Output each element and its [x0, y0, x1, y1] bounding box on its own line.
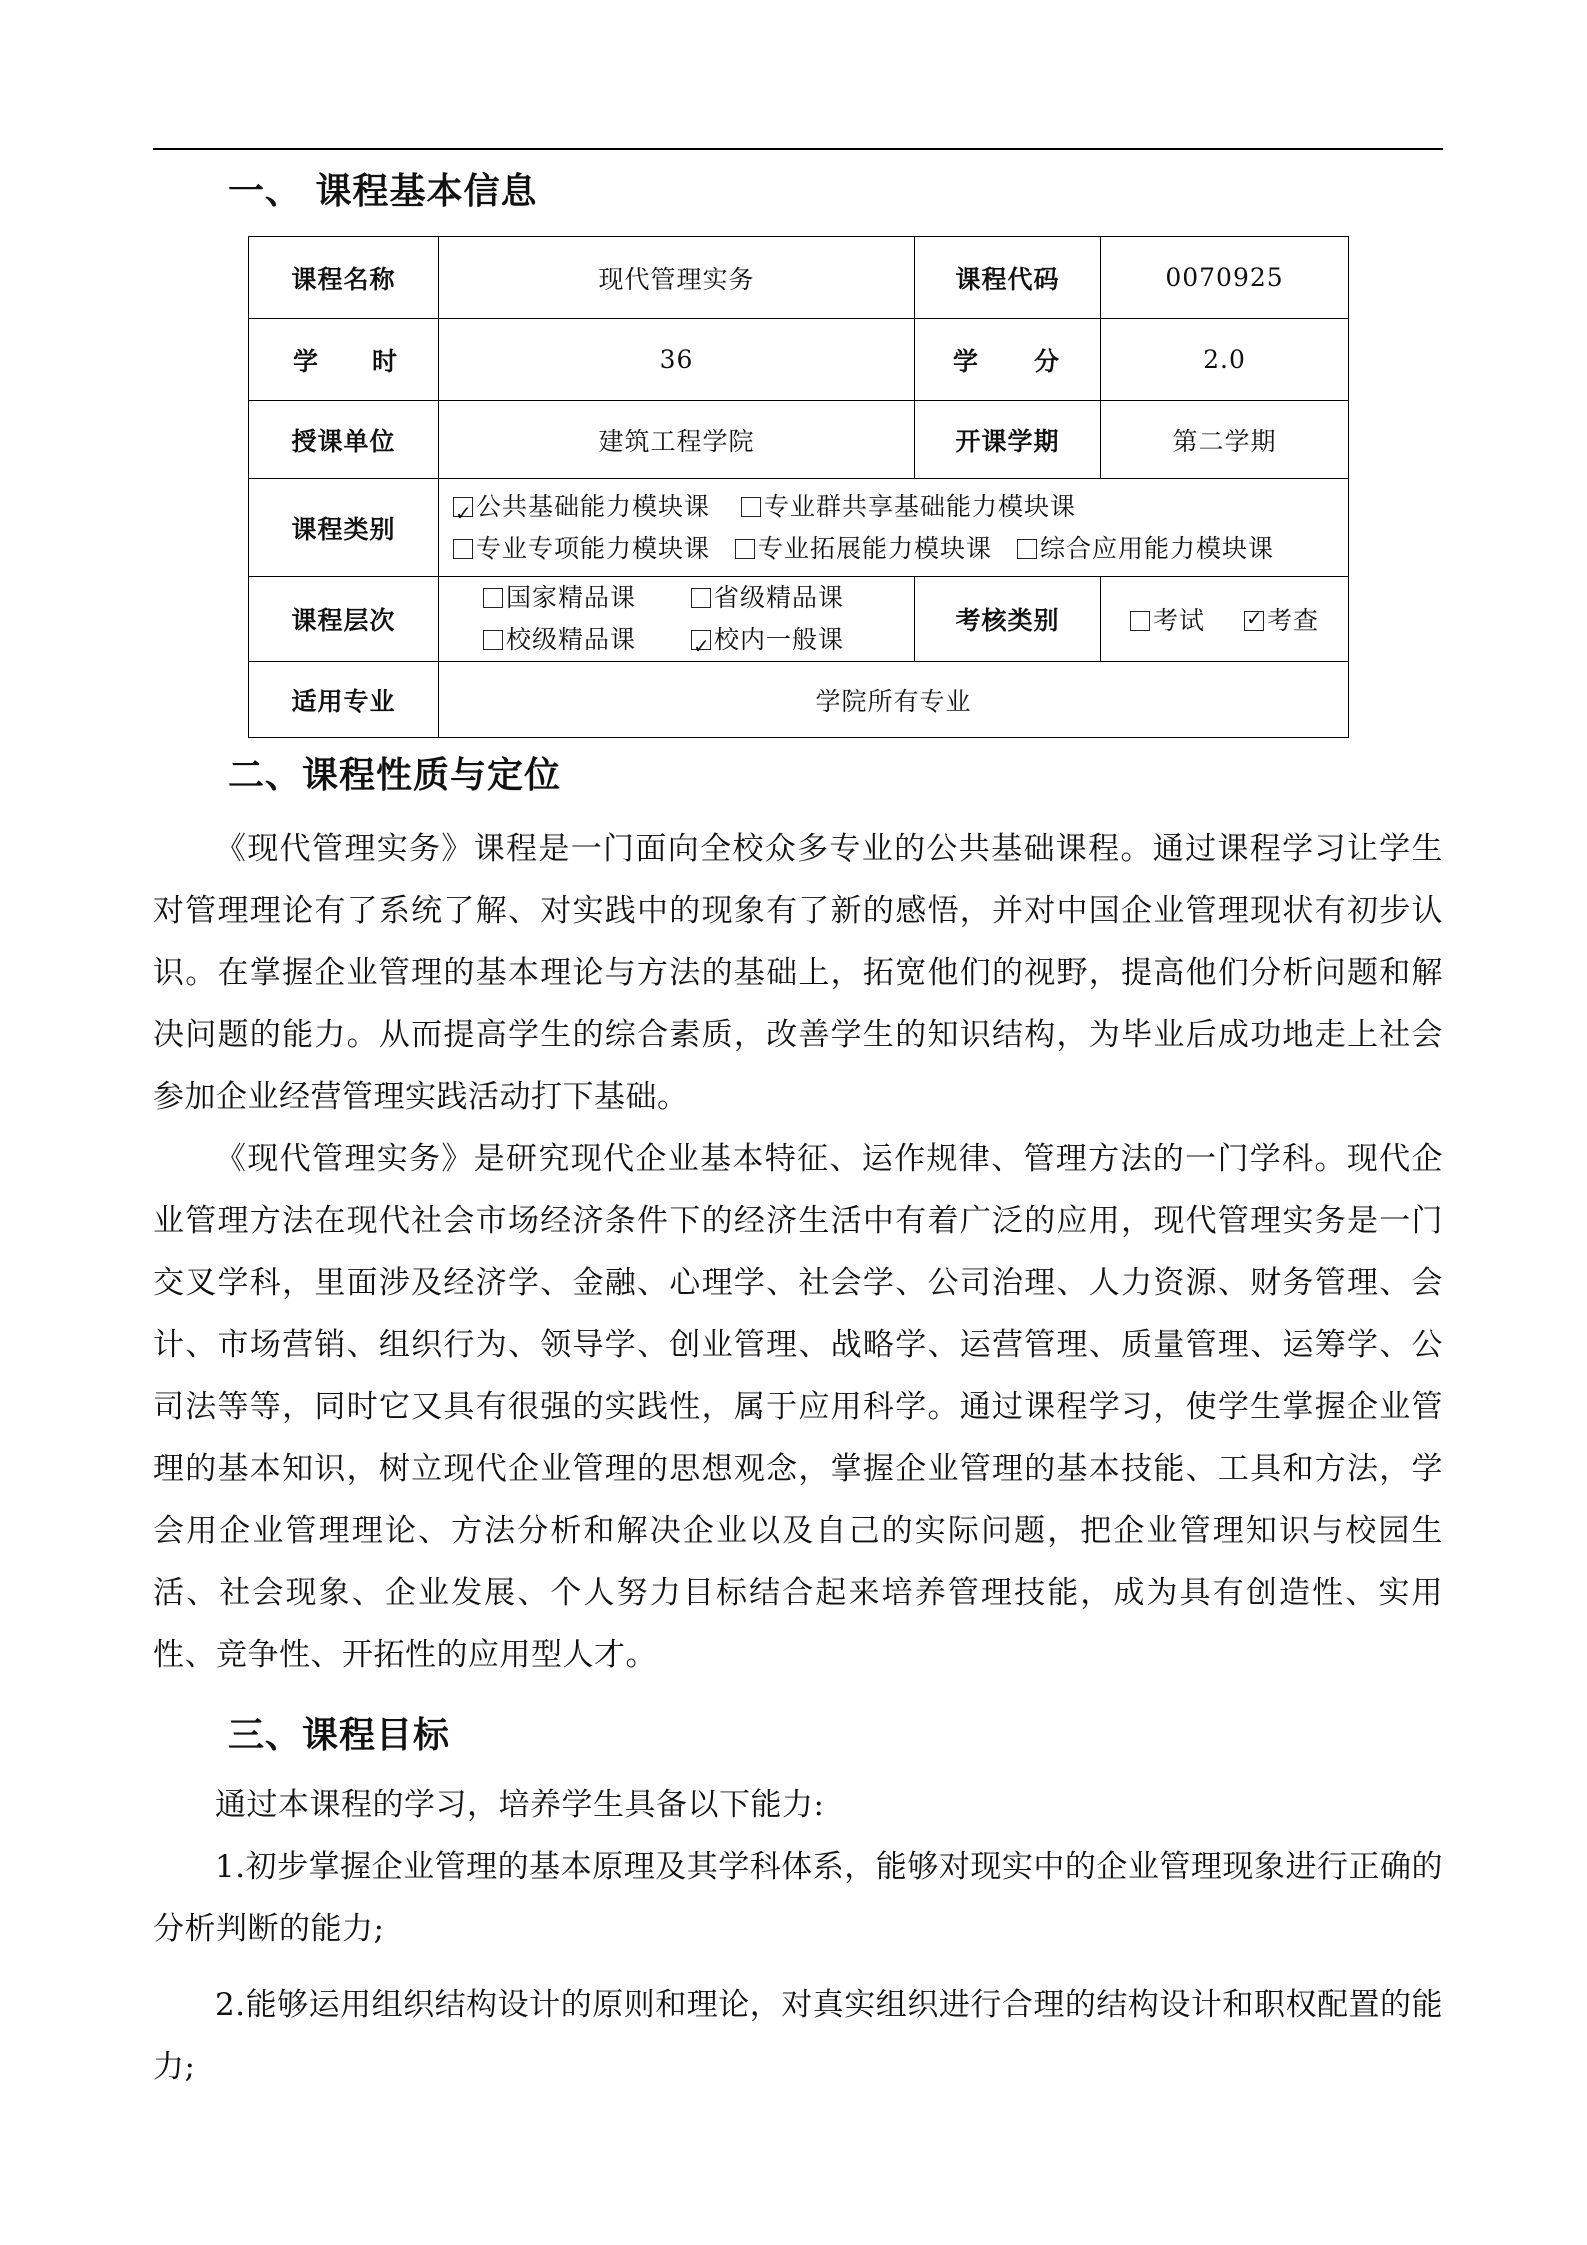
assess-checkbox-1 [1244, 611, 1264, 631]
hours-value: 36 [439, 319, 915, 401]
unit-label: 授课单位 [249, 401, 439, 479]
course-code-label: 课程代码 [915, 237, 1101, 319]
assess-label: 考核类别 [915, 577, 1101, 662]
header-rule [153, 148, 1443, 150]
major-value: 学院所有专业 [439, 662, 1349, 738]
section-3-body [153, 1774, 1443, 2098]
goal-item: 2.能够运用组织结构设计的原则和理论，对真实组织进行合理的结构设计和职权配置的能力; [153, 1987, 1443, 2085]
category-option[interactable]: 专业群共享基础能力模块课 [741, 492, 1076, 521]
hours-label: 学 时 [249, 319, 439, 401]
category-options [439, 479, 1349, 577]
checkbox-0 [453, 497, 473, 517]
section-1-title: 一、 课程基本信息 [228, 171, 538, 212]
course-name-label: 课程名称 [249, 237, 439, 319]
checkbox-4 [1017, 539, 1037, 559]
section-2-body [153, 818, 1443, 1686]
level-option[interactable]: 省级精品课 [691, 583, 844, 612]
credit-label: 学 分 [915, 319, 1101, 401]
level-checkbox-3 [691, 630, 711, 650]
paragraph: 《现代管理实务》课程是一门面向全校众多专业的公共基础课程。通过课程学习让学生对管理理论有了系统了解、对实践中的现象有了新的感悟，并对中国企业管理现状有初步认识。在掌握企业管理的基本理论与方法的基础上，拓宽他们的视野，提高他们分析问题和解决问题的能力。从而提高学生的综合素质，改善学生的知识结构，为毕业后成功地走上社会参加企业经营管理实践活动打下基础。 [153, 831, 1443, 1115]
course-name-value: 现代管理实务 [439, 237, 915, 319]
course-code-value: 0070925 [1101, 237, 1349, 319]
level-option[interactable]: 校级精品课 [483, 625, 636, 654]
checkbox-2 [453, 539, 473, 559]
section-3-title: 三、课程目标 [228, 1715, 451, 1756]
term-value: 第二学期 [1101, 401, 1349, 479]
unit-value: 建筑工程学院 [439, 401, 915, 479]
category-option[interactable]: 综合应用能力模块课 [1017, 534, 1274, 563]
section-2-title: 二、课程性质与定位 [228, 755, 562, 796]
category-label: 课程类别 [249, 479, 439, 577]
goal-item: 1.初步掌握企业管理的基本原理及其学科体系，能够对现实中的企业管理现象进行正确的分析判断的能力; [153, 1849, 1443, 1947]
assess-checkbox-0 [1130, 611, 1150, 631]
category-option[interactable]: 专业拓展能力模块课 [735, 534, 992, 563]
checkbox-3 [735, 539, 755, 559]
level-label: 课程层次 [249, 577, 439, 662]
level-option[interactable]: ✓ 校内一般课 [691, 625, 844, 654]
course-info-table [248, 236, 1349, 738]
category-option[interactable]: ✓公共基础能力模块课 [453, 492, 710, 521]
assess-option[interactable]: ✓ 考查 [1244, 606, 1319, 635]
major-label: 适用专业 [249, 662, 439, 738]
paragraph: 《现代管理实务》是研究现代企业基本特征、运作规律、管理方法的一门学科。现代企业管理方法在现代社会市场经济条件下的经济生活中有着广泛的应用，现代管理实务是一门交叉学科，里面涉及经济学、金融、心理学、社会学、公司治理、人力资源、财务管理、会计、市场营销、组织行为、领导学、创业管理、战略学、运营管理、质量管理、运筹学、公司法等等，同时它又具有很强的实践性，属于应用科学。通过课程学习，使学生掌握企业管理的基本知识，树立现代企业管理的思想观念，掌握企业管理的基本技能、工具和方法，学会用企业管理理论、方法分析和解决企业以及自己的实际问题，把企业管理知识与校园生活、社会现象、企业发展、个人努力目标结合起来培养管理技能，成为具有创造性、实用性、竞争性、开拓性的应用型人才。 [153, 1141, 1443, 1673]
assess-option[interactable]: 考试 [1130, 606, 1205, 635]
level-options [439, 577, 915, 662]
checkbox-1 [741, 497, 761, 517]
level-checkbox-1 [691, 588, 711, 608]
level-checkbox-0 [483, 588, 503, 608]
category-option[interactable]: 专业专项能力模块课 [453, 534, 710, 563]
intro-text: 通过本课程的学习，培养学生具备以下能力: [215, 1787, 825, 1823]
level-option[interactable]: 国家精品课 [483, 583, 636, 612]
level-checkbox-2 [483, 630, 503, 650]
assess-options [1101, 577, 1349, 662]
term-label: 开课学期 [915, 401, 1101, 479]
credit-value: 2.0 [1101, 319, 1349, 401]
